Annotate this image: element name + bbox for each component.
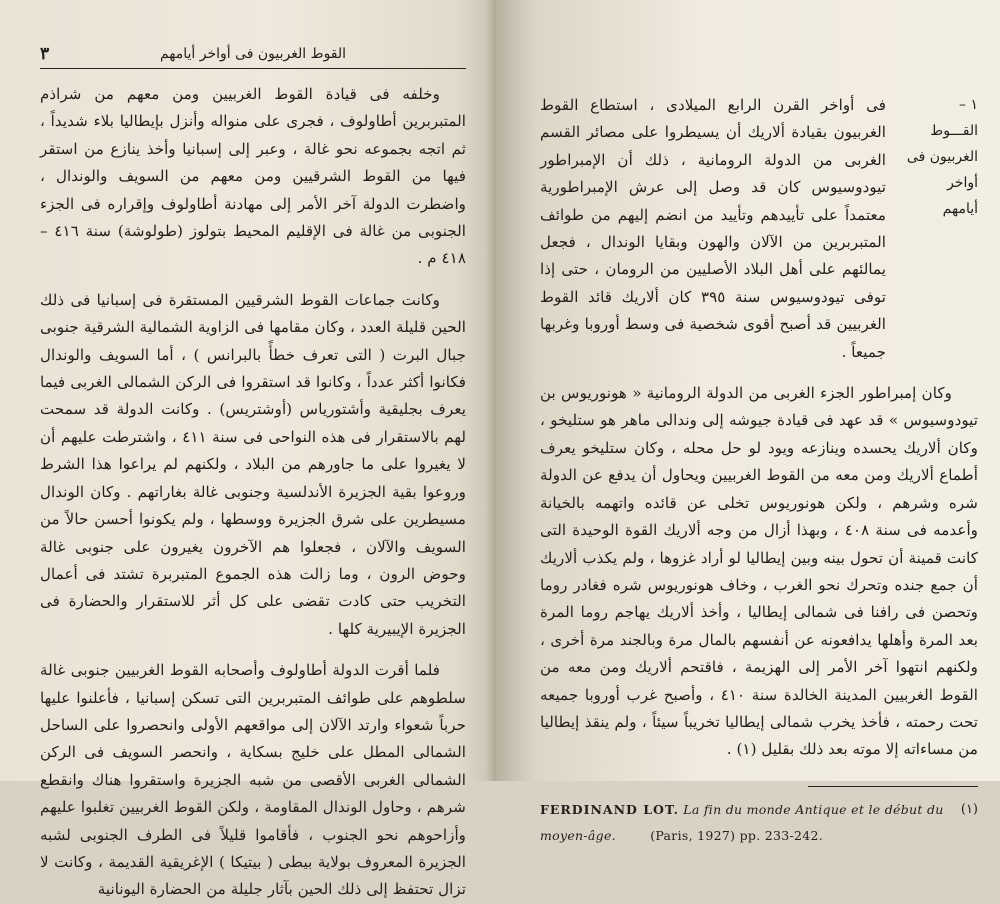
footnote-mark: (١): [960, 801, 978, 817]
left-page: [0, 0, 496, 899]
right-page: [496, 0, 1000, 843]
section-heading-line: القـــوط: [930, 123, 978, 139]
paragraph: فلما أقرت الدولة أطاولوف وأصحابه القوط الغربيين جنوبى غالة سلطوهم على طوائف المتبربرين التى تسكن إسبانيا ، فأعلنوا عليها حرباً شعواء وارتد الآلان إلى مواقعهم الأولى وانحصروا على الساحل الشمالى المطل على خليج بسكاية ، وانحصر السويف فى الركن الشمالى الغربى الأقصى من شبه الجزيرة واستقروا هناك وانقطع شرهم ، وحاول الوندال المقاومة ، ولكن القوط الغربيين تغلبوا عليهم وأزاحوهم نحو الجنوب ، فأقاموا قليلاً فى الطرف الجنوبى لشبه الجزيرة المعروف بولاية بيطى ( بيتيكا ) الإغريقية القديمة ، وكانت لا تزال تحتفظ إلى ذلك الحين بآثار جليلة من الحضارة اليونانية: [40, 661, 466, 899]
paragraph: وخلفه فى قيادة القوط الغربيين ومن معهم من شراذم المتبربرين أطاولوف ، فجرى على منواله وأنزل بإيطاليا بلاء شديداً ، ثم اتجه بجموعه نحو غالة ، وعبر إلى إسبانيا وأخذ ينازع من استقر فيها من القوط الشرقيين ومن معهم من السويف والوندال ، واضطرت الدولة آخر الأمر إلى مهادنة أطاولوف وإقراره فى الجزء الجنوبى من غالة فى الإقليم المحيط بتولوز (طولوشة) سنة ٤١٦ – ٤١٨ م .: [40, 85, 467, 268]
running-header: [40, 44, 466, 69]
section-heading: [888, 92, 978, 222]
paragraph: وكانت جماعات القوط الشرقيين المستقرة فى إسبانيا فى ذلك الحين قليلة العدد ، وكان مقامها فى الزاوية الشمالية الشرقية جنوبى جبال البرت ( التى تعرف خطأً بالبرانس ) ، أما السويف والوندال فكانوا أكثر عدداً ، وكانوا قد استقروا فى الركن الشمالى الغربى فيما يعرف بجليقية وأشتورياس (أوشتريس) . وكانت الدولة قد سمحت لهم بالاستقرار فى هذه النواحى فى سنة ٤١١ ، واشترطت عليهم أن لا يغيروا على ما جاورهم من البلاد ، ولكنهم لم يراعوا هذا الشرط وروعوا بقية الجزيرة الأندلسية وجنوبى غالة بغاراتهم . وكان الوندال مسيطرين على شرق الجزيرة ووسطها ، ولم يكونوا أحسن حالاً من السويف والآلان ، فجعلوا هم الآخرون يغيرون على جنوبى غالة وحوض الرون ، وما زالت هذه الجموع المتبربرة تشتد فى أعمال التخريب حتى كادت تقضى على كل أثر للاستقرار والحضارة فى الجزيرة الإيبيرية كلها .: [40, 290, 466, 638]
section-number: ١ –: [959, 97, 978, 113]
footnote-rule: [808, 786, 978, 787]
footnote-author: FERDINAND LOT.: [540, 801, 679, 817]
footnote-publication: (Paris, 1927) pp. 233-242.: [650, 827, 824, 843]
paragraph: فى أواخر القرن الرابع الميلادى ، استطاع القوط الغربيون بقيادة ألاريك أن يسيطروا على مصائر القسم الغربى من الدولة الرومانية ، ذلك أن الإمبراطور تيودوسيوس كان قد وصل إلى عرش الإمبراطورية معتمداً على تأييدهم وتأييد من انضم إليهم من طوائف المتبربرين من الآلان والهون وبقايا الوندال ، فجعل يمالئهم على أهل البلاد الأصليين من الرومان ، حتى إذا توفى تيودوسيوس سنة ٣٩٥ كان ألاريك قائد القوط الغربيين قد أصبح أقوى شخصية فى وسط أوروبا وغربها جميعاً .: [540, 96, 886, 361]
footnote: [540, 797, 978, 849]
running-head-title: القوط الغربيون فى أواخر أيامهم: [159, 46, 347, 62]
section-1: [540, 92, 978, 366]
paragraph: وكان إمبراطور الجزء الغربى من الدولة الرومانية « هونوريوس بن تيودوسيوس » قد عهد فى قيادة جيوشه إلى وندالى ماهر هو ستليخو ، وكان ألاريك يحسده وينازعه ويود لو حل محله ، وكان ستليخو يعرف أطماع ألاريك ومن معه من القوط الغربيين ويحاول أن يدفع عن الدولة شره وشرهم ، ولكن هونوريوس تخلى عن قائده واتهمه بالخيانة وأعدمه فى سنة ٤٠٨ ، وبهذا أزال من وجه ألاريك القوة الوحيدة التى كانت قمينة أن تحول بينه وبين إيطاليا لو أراد غزوها ، ولم يكذب ألاريك أن جمع جنده وتحرك نحو الغرب ، وخاف هونوريوس شره فغادر روما وتحصن فى رافنا فى شمالى إيطاليا ، وأخذ ألاريك يهاجم روما المرة بعد المرة وأهلها يدافعونه عن أنفسهم بالمال مرة وبالجند مرة أخرى ، ولكنهم انتهوا آخر الأمر إلى الهزيمة ، فاقتحم ألاريك ومن معه من القوط الغربيين المدينة الخالدة سنة ٤١٠ ، وأصبح غرب أوروبا جميعه تحت رحمته ، فأخذ يخرب شمالى إيطاليا تخريباً سيئاً ، ولم ينقذ إيطاليا من مساءاته إلا موته بعد ذلك بقليل (١) .: [540, 384, 978, 759]
section-heading-line: الغربيون فى أواخر: [906, 149, 978, 191]
page-number: ٣: [40, 44, 50, 64]
footnote-title: La fin du monde Antique et le début du moyen-âge.: [540, 801, 944, 843]
section-heading-line: أيامهم: [942, 201, 978, 217]
